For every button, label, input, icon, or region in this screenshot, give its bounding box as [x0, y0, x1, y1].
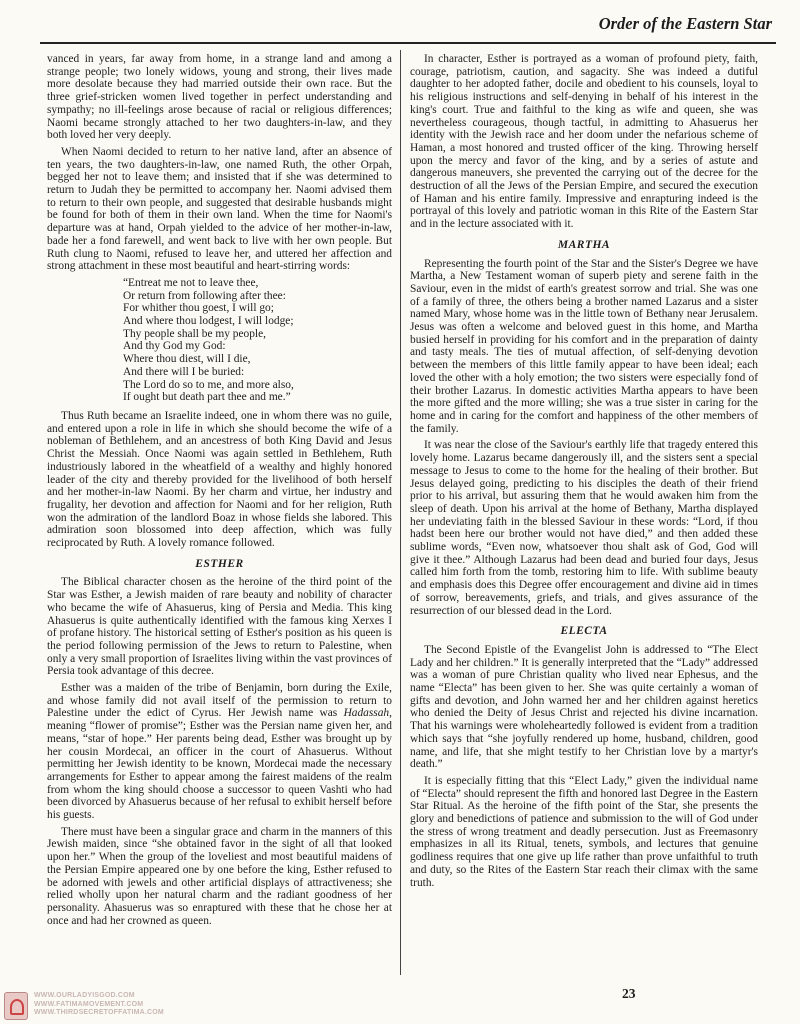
- poem-line: “Entreat me not to leave thee,: [123, 276, 259, 289]
- martha-paragraph-2: It was near the close of the Saviour's earthly life that tragedy entered this lovely home. Lazarus became dangerously ill, and the sisters sent a special message to Jesus to come to the home for the healing of their brother. But Jesus delayed going, predicting to his disciples the death of their friend prior to his arrival, but assuring them that he would awaken him from the sleep of death. Upon his arrival at the home of Bethany, Martha displayed her undeviating faith in the blessed Saviour in these words: “Lord, if thou hadst been here our brother would not have died,” and then added these sublime words, “Even now, whatsoever thou shalt ask of God, God will give it thee.” Although Lazarus had been dead and buried four days, Jesus called him forth from the tomb, restoring him to life. With sublime beauty and emphasis does this Degree offer encouragement and divine aid in times of sorrow, bereavements, griefs, and trials, and gives assurance of the resurrection of our blessed dead in the Lord.: [410, 439, 758, 617]
- esther-heading: ESTHER: [195, 557, 244, 570]
- ruth-paragraph-2: When Naomi decided to return to her native land, after an absence of ten years, the two daughters-in-law, one named Ruth, the other Orpah, begged her not to leave them; and insisted that if she was determined to return to Judah they be permitted to accompany her. Naomi advised them to return to their own people, and suggested that desirable husbands might be found for both of them in their own land. When the time for Naomi's departure was at hand, Orpah yielded to the advice of her mother-in-law, bade her a fond farewell, and went back to live with her own people. But Ruth clung to Naomi, refused to leave her, and uttered her affection and strong attachment in these most beautiful and heart-stirring words:: [47, 145, 392, 273]
- right-column: [410, 53, 758, 893]
- martha-heading: MARTHA: [557, 238, 611, 251]
- watermark-line: WWW.FATIMAMOVEMENT.COM: [34, 1000, 144, 1008]
- esther-paragraph-2-start: Esther was a maiden of the tribe of Benjamin, born during the Exile, and whose family did not avail itself of the permission to return to Palestine under the edict of Cyrus. Her Jewish name was: [47, 682, 392, 720]
- watermark: [4, 992, 164, 1020]
- poem-line: And where thou lodgest, I will lodge;: [123, 315, 294, 328]
- watermark-logo-icon: [4, 992, 28, 1020]
- running-title: Order of the Eastern Star: [598, 14, 772, 33]
- watermark-text: [34, 992, 164, 1018]
- left-column: [47, 53, 392, 931]
- esther-paragraph-1: The Biblical character chosen as the heroine of the third point of the Star was Esther, a Jewish maiden of rare beauty and nobility of character who became the wife of Ahasuerus, king of Persia and Media. This king Ahasuerus is quite authentically identified with the famous king Xerxes I of profane history. The historical setting of Esther's position as his queen is the period following permission of the Jews to return to Palestine, when only a very small proportion of Israelites living within the vast provinces of Persia took advantage of this decree.: [47, 576, 392, 678]
- column-divider: [400, 50, 401, 975]
- page-number: 23: [622, 986, 636, 1001]
- poem-line: Thy people shall be my people,: [123, 327, 266, 340]
- watermark-line: WWW.OURLADYISGOD.COM: [34, 992, 135, 999]
- ruth-paragraph-1: vanced in years, far away from home, in a strange land and among a strange people; two lonely widows, young and strong, their lives made more desolate because they had married outside their own race. But the three grief-stricken women lived together in perfect understanding and sympathy; no ill-feelings arose because of racial or religious differences; Naomi became strongly attached to her two daughters-in-law, and they both loved her very deeply.: [47, 53, 392, 142]
- poem-line: If ought but death part thee and me.”: [123, 391, 291, 404]
- esther-character-paragraph: In character, Esther is portrayed as a woman of profound piety, faith, courage, patriotism, caution, and sagacity. She was indeed a dutiful daughter to her adopted father, docile and obedient to his counsels, loyal to his religious instructions and self-denying in behalf of his interest in the king's court. True and faithful to the king as wife and queen, she was nevertheless courageous, though tactful, in admitting to Ahasuerus her identity with the Jewish race and her doom under the nefarious scheme of Haman, a most honored and trusted officer of the king. Throwing herself upon the mercy and favor of the king, and by a series of astute and dangerous maneuvers, she prevented the carrying out of the decree for the destruction of all the Jews of the Persian Empire, and secured the execution of Haman and his entire family. Impressive and enrapturing indeed is the portrayal of this lovely and patriotic woman in this Rite of the Eastern Star and in the lecture associated with it.: [410, 53, 758, 231]
- electa-paragraph-2: It is especially fitting that this “Elect Lady,” given the individual name of “Electa” should represent the fifth and honored last Degree in the Eastern Star Ritual. As the heroine of the fifth point of the Star, she presents the glory and benedictions of patience and submission to the will of God under the stress of wrong treatment and deadly persecution. Just as Freemasonry emphasizes in all its Ritual, tenets, symbols, and lectures that genuine godliness requires that one give up life rather than prove unfaithful to truth and duty, so the Rites of the Eastern Star reach their climax with the same truth.: [410, 774, 758, 889]
- esther-paragraph-2-end: , meaning “flower of promise”; Esther was the Persian name given her, and means, “star of hope.” Her parents being dead, Esther was brought up by her cousin Mordecai, an officer in the court of Ahasuerus. Without permitting her Jewish identity to be known, Mordecai made the necessary arrangements for Esther to appear among the fairest maidens of the realm from whom the king should choose a successor to queen Vashti who had been divorced by Ahasuerus because of her refusal to exhibit herself before his guests.: [47, 707, 392, 822]
- poem-line: Or return from following after thee:: [123, 289, 286, 302]
- watermark-line: WWW.THIRDSECRETOFFATIMA.COM: [34, 1009, 164, 1016]
- martha-paragraph-1: Representing the fourth point of the Star and the Sister's Degree we have Martha, a New Testament woman of superb piety and serene faith in the Saviour, even in the midst of earth's greatest sorrow and trial. She was one of a family of three, the others being a brother named Lazarus and a sister named Mary, whose home was in the little town of Bethany near Jerusalem. Jesus was often a welcome and beloved guest in this home, and Martha busied herself in providing for his comfort and in the preparation of dainty and tasty meals. The ties of mutual affection, of self-denying devotion between the members of this little family appear to have been ideal; each loved the other with a holy emotion; the two sisters were especially fond of their brother Lazarus. In domestic activities Martha appears to have been the more gifted and the more willing; she was a true sister in caring for the home and in caring for the comfort and happiness of the other members of the family.: [410, 257, 758, 435]
- electa-heading: ELECTA: [560, 625, 608, 638]
- poem-line: Where thou diest, will I die,: [123, 353, 251, 366]
- esther-paragraph-2: [47, 682, 392, 822]
- hadassah-name: Hadassah: [343, 707, 390, 720]
- poem-line: And thy God my God:: [123, 340, 226, 353]
- ruth-paragraph-3: Thus Ruth became an Israelite indeed, one in whom there was no guile, and entered upon a role in life in which she should become the wife of a nobleman of Bethlehem, and an ancestress of both King David and Jesus Christ the Messiah. Once Naomi was again settled in Bethlehem, Ruth industriously labored in the wheatfield of a wealthy and highly honored leader of the city and thereby provided for the livelihood of both herself and her mother-in-law Naomi. By her charm and virtue, her industry and frugality, her devotion and affection for Naomi and for her religion, Ruth won the admiration of the landlord Boaz in whose fields she labored. This admiration soon blossomed into deep affection, which was fully reciprocated by Ruth. A lovely romance followed.: [47, 409, 392, 550]
- esther-paragraph-3: There must have been a singular grace and charm in the manners of this Jewish maiden, since “she obtained favor in the sight of all that looked upon her.” When the group of the loveliest and most beautiful maidens of the Persian Empire appeared one by one before the king, Esther refused to be adorned with jewels and other artificial displays of attractiveness; she relied wholly upon her natural charm and the radiant goodness of her personality. Ahasuerus was so enraptured with these that he chose her at once and had her crowned as queen.: [47, 825, 392, 927]
- electa-paragraph-1: The Second Epistle of the Evangelist John is addressed to “The Elect Lady and her children.” It is generally interpreted that the “Lady” addressed was a woman of pure Christian quality who lived near Ephesus, and the name “Electa” has been given to her. She was quite certainly a woman of gifts and devotion, and John warned her and her children against heretics who denied the Deity of Jesus Christ and rejected his divine incarnation. That his warnings were wholeheartedly followed is evident from a tradition which says that “she joyfully rendered up home, husband, children, good name, and life, that she might testify to her Christian love by a martyr's death.”: [410, 643, 758, 771]
- poem-line: For whither thou goest, I will go;: [123, 302, 274, 315]
- ruth-poem: [123, 277, 392, 404]
- poem-line: And there will I be buried:: [123, 365, 245, 378]
- page-header: [40, 8, 776, 44]
- poem-line: The Lord do so to me, and more also,: [123, 378, 294, 391]
